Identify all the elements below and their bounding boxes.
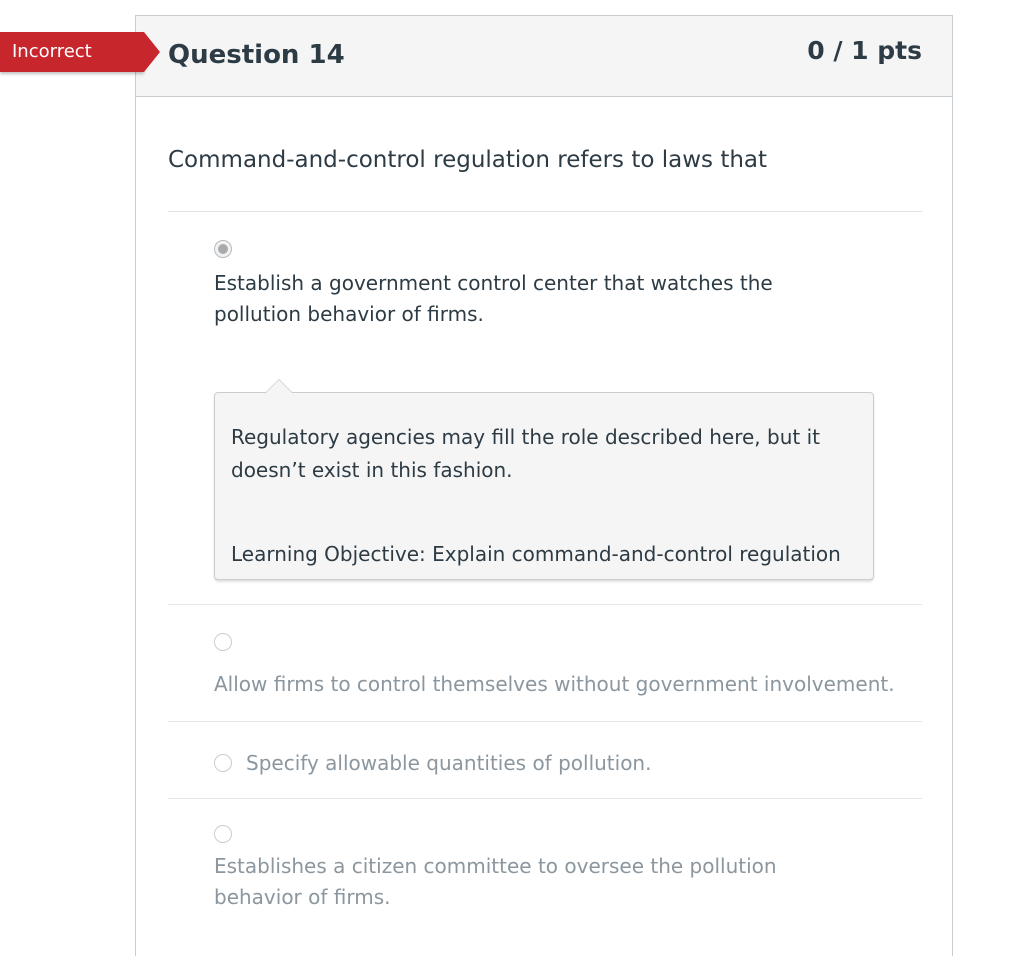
feedback-pointer-arrow — [265, 379, 293, 393]
question-body — [136, 97, 952, 933]
ribbon-arrow-tip — [144, 32, 160, 72]
answer-option-2 — [168, 605, 922, 722]
question-header — [136, 16, 952, 97]
answer-option-1 — [168, 212, 922, 605]
question-points: 0 / 1 pts — [807, 36, 922, 65]
answer-option-3 — [168, 722, 922, 799]
answer-text-2: Allow firms to control themselves without government involvement. — [214, 672, 895, 696]
learning-objective: Learning Objective: Explain command-and-control regulation — [231, 542, 841, 566]
answer-radio-2[interactable] — [214, 633, 232, 651]
question-text: Command-and-control regulation refers to laws that — [168, 97, 922, 212]
feedback-comment: Regulatory agencies may fill the role described here, but it doesn’t exist in this fashion. — [231, 425, 820, 482]
answer-text-3: Specify allowable quantities of pollution. — [246, 751, 652, 775]
answer-radio-1-selected[interactable] — [214, 240, 232, 258]
answer-radio-3[interactable] — [214, 754, 232, 772]
incorrect-status-ribbon — [0, 32, 160, 72]
incorrect-label: Incorrect — [12, 41, 92, 62]
answer-option-4 — [168, 799, 922, 933]
answer-feedback-box — [214, 392, 874, 580]
question-title: Question 14 — [168, 40, 345, 70]
answer-text-4: Establishes a citizen committee to oversee the pollution behavior of firms. — [214, 854, 777, 909]
answer-text-1: Establish a government control center that watches the pollution behavior of firms. — [214, 271, 773, 326]
answer-radio-4[interactable] — [214, 825, 232, 843]
question-card — [135, 15, 953, 956]
